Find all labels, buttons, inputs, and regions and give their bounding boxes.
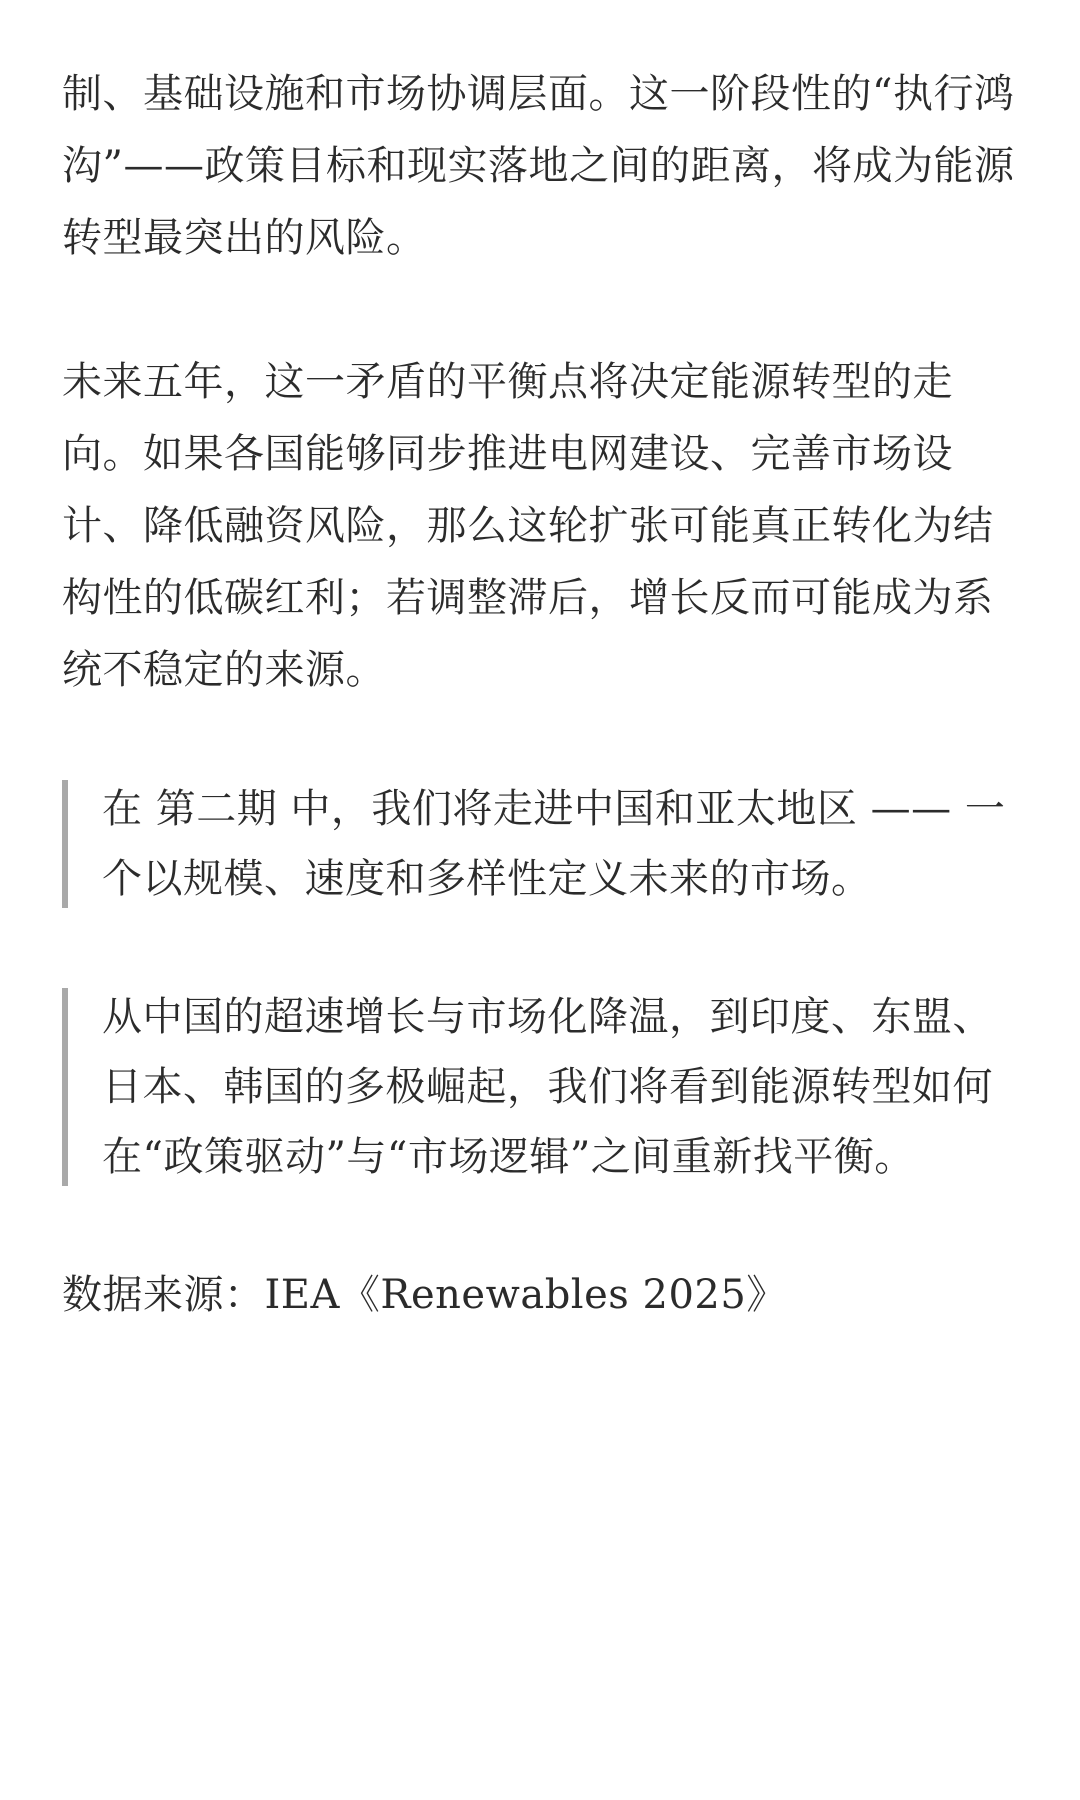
- blockquote-text: 在 第二期 中，我们将走进中国和亚太地区 —— 一个以规模、速度和多样性定义未来的市场。: [102, 786, 1006, 902]
- blockquote-next-issue: [62, 774, 1022, 914]
- article-body: [62, 58, 1022, 1330]
- blockquote-asia-outlook: [62, 982, 1022, 1192]
- paragraph-execution-gap: 制、基础设施和市场协调层面。这一阶段性的“执行鸿沟”——政策目标和现实落地之间的距离，将成为能源转型最突出的风险。: [62, 71, 1015, 261]
- data-source-note: 数据来源：IEA《Renewables 2025》: [62, 1272, 787, 1318]
- blockquote-text: 从中国的超速增长与市场化降温，到印度、东盟、日本、韩国的多极崛起，我们将看到能源转型如何在“政策驱动”与“市场逻辑”之间重新找平衡。: [102, 994, 993, 1180]
- paragraph-next-five-years: 未来五年，这一矛盾的平衡点将决定能源转型的走向。如果各国能够同步推进电网建设、完善市场设计、降低融资风险，那么这轮扩张可能真正转化为结构性的低碳红利；若调整滞后，增长反而可能成为系统不稳定的来源。: [62, 359, 994, 693]
